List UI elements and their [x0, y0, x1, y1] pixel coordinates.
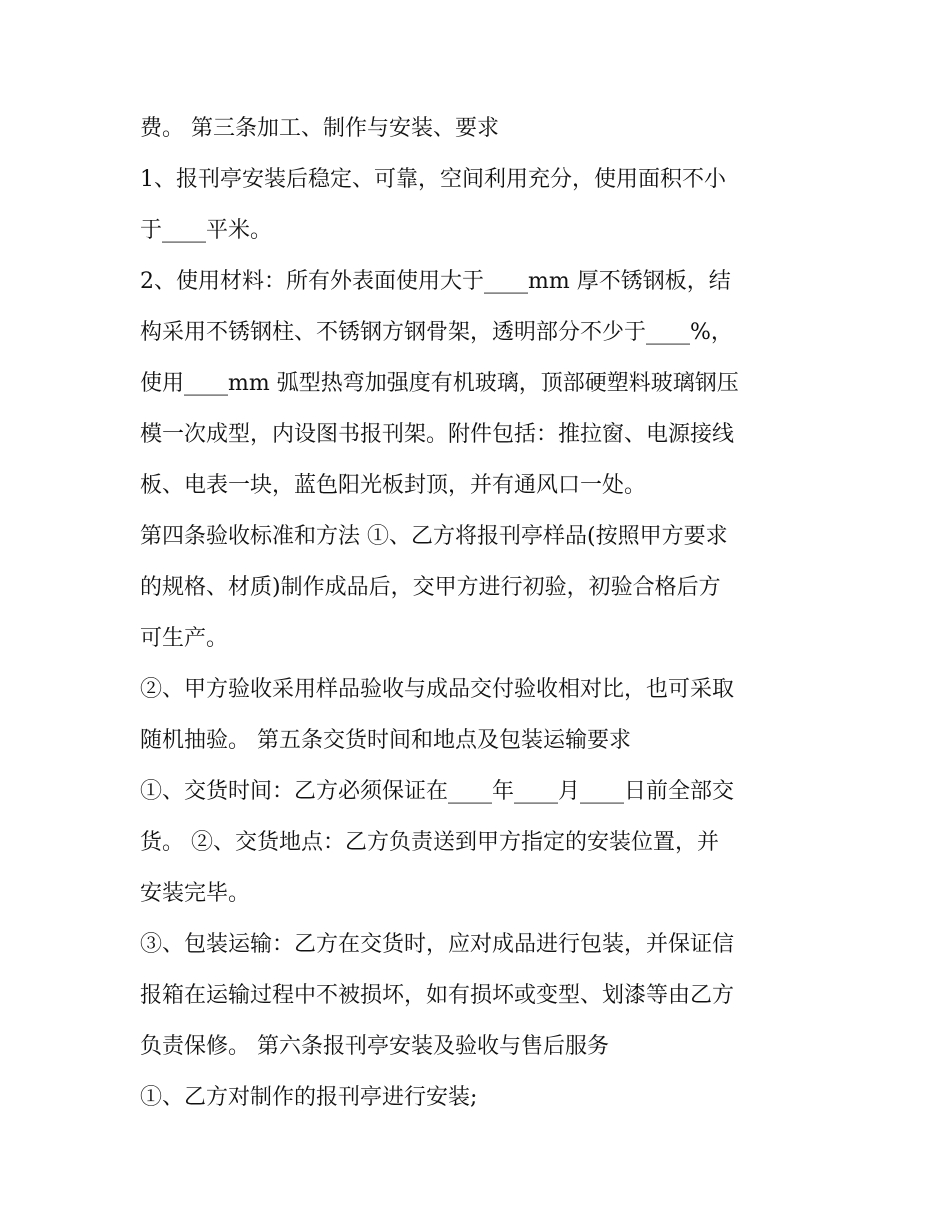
text-line: ①、交货时间：乙方必须保证在____年____月____日前全部交 — [140, 779, 735, 804]
text-line: 2、使用材料：所有外表面使用大于____mm 厚不锈钢板，结 — [140, 269, 731, 294]
text-line: 于____平米。 — [140, 218, 273, 243]
text-line: 负责保修。 第六条报刊亭安装及验收与售后服务 — [140, 1034, 609, 1059]
text-line: 第四条验收标准和方法 ①、乙方将报刊亭样品(按照甲方要求 — [140, 524, 728, 549]
text-line: 费。 第三条加工、制作与安装、要求 — [140, 116, 499, 141]
text-line: 板、电表一块，蓝色阳光板封顶，并有通风口一处。 — [140, 473, 647, 498]
text-line: 构采用不锈钢柱、不锈钢方钢骨架，透明部分不少于____%， — [140, 320, 733, 345]
text-line: ②、甲方验收采用样品验收与成品交付验收相对比，也可采取 — [140, 677, 735, 702]
text-line: 安装完毕。 — [140, 881, 251, 906]
text-line: 模一次成型，内设图书报刊架。附件包括：推拉窗、电源接线 — [140, 422, 735, 447]
text-line: 使用____mm 弧型热弯加强度有机玻璃，顶部硬塑料玻璃钢压 — [140, 371, 739, 396]
text-line: ③、包装运输：乙方在交货时，应对成品进行包装，并保证信 — [140, 932, 735, 957]
text-line: 随机抽验。 第五条交货时间和地点及包装运输要求 — [140, 728, 631, 753]
document-body — [140, 110, 812, 1130]
text-line: 1、报刊亭安装后稳定、可靠，空间利用充分，使用面积不小 — [140, 167, 726, 192]
text-line: 的规格、材质)制作成品后，交甲方进行初验，初验合格后方 — [140, 575, 721, 600]
text-line: ①、乙方对制作的报刊亭进行安装; — [140, 1085, 478, 1110]
text-line: 报箱在运输过程中不被损坏，如有损坏或变型、划漆等由乙方 — [140, 983, 735, 1008]
text-line: 货。 ②、交货地点：乙方负责送到甲方指定的安装位置，并 — [140, 830, 719, 855]
text-line: 可生产。 — [140, 626, 229, 651]
